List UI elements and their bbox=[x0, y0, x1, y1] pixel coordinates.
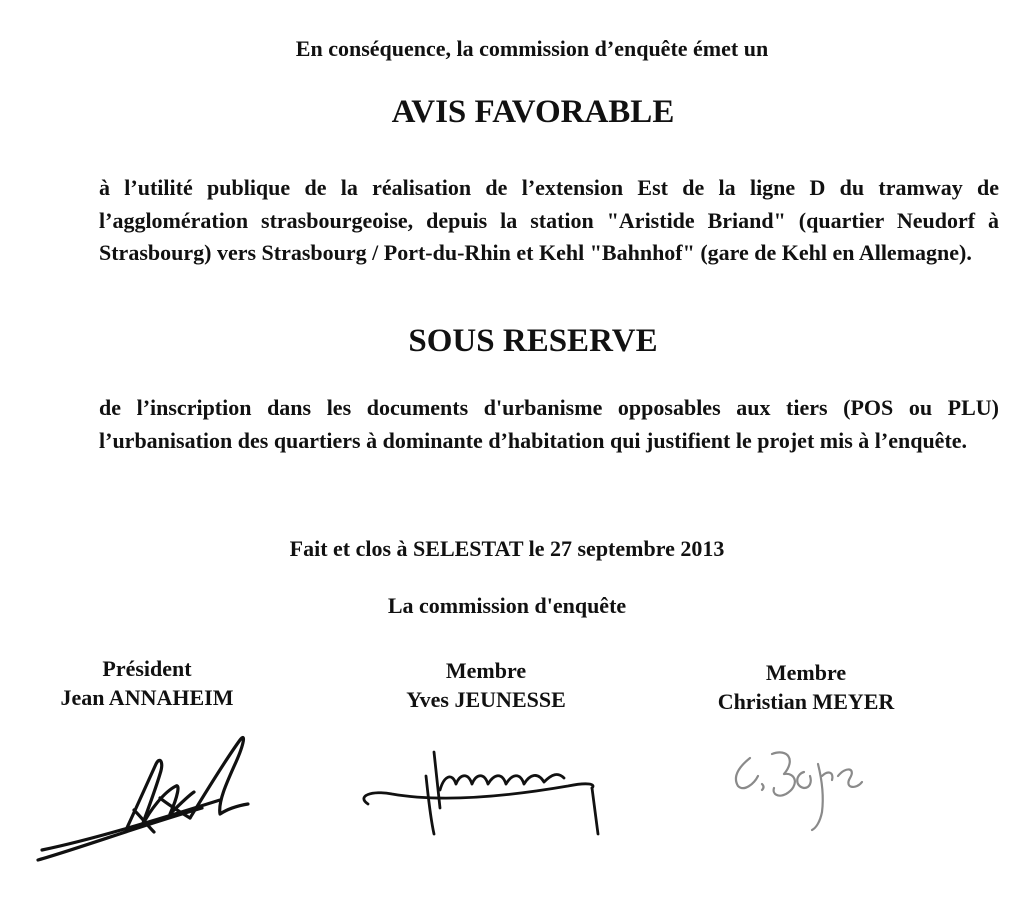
signature-president bbox=[30, 722, 270, 867]
signature-strokes bbox=[364, 752, 598, 834]
signature-member-1 bbox=[348, 738, 628, 843]
commission-title: La commission d'enquête bbox=[387, 593, 627, 618]
signature-member-2 bbox=[726, 742, 876, 837]
closing-line: Fait et clos à SELESTAT le 27 septembre 2013 bbox=[289, 536, 725, 561]
signatory-member-1 bbox=[368, 656, 604, 714]
signatory-name: Christian MEYER bbox=[717, 689, 895, 714]
signatory-role: Président bbox=[102, 656, 192, 681]
heading-sous-reserve: SOUS RESERVE bbox=[408, 323, 658, 359]
intro-line: En conséquence, la commission d’enquête émet un bbox=[295, 36, 769, 61]
signature-strokes bbox=[38, 737, 248, 860]
signatory-president bbox=[20, 654, 274, 712]
signature-strokes bbox=[736, 752, 862, 830]
heading-avis-favorable: AVIS FAVORABLE bbox=[391, 94, 675, 130]
paragraph-utilite-publique: à l’utilité publique de la réalisation de l’extension Est de la ligne D du tramway de l’agglomération strasbourgeoise, depuis la station "Aristide Briand" (quartier Neudorf à Strasbourg) vers Strasbourg / Port-du-Rhin et Kehl "Bahnhof" (gare de Kehl en Allemagne). bbox=[99, 175, 999, 265]
signatory-role: Membre bbox=[765, 660, 847, 685]
paragraph-reserve: de l’inscription dans les documents d'urbanisme opposables aux tiers (POS ou PLU) l’urbanisation des quartiers à dominante d’habitation qui justifient le projet mis à l’enquête. bbox=[99, 395, 999, 453]
signatory-role: Membre bbox=[445, 658, 527, 683]
signatory-member-2 bbox=[688, 658, 924, 716]
signatory-name: Jean ANNAHEIM bbox=[60, 685, 234, 710]
signatory-name: Yves JEUNESSE bbox=[406, 687, 566, 712]
